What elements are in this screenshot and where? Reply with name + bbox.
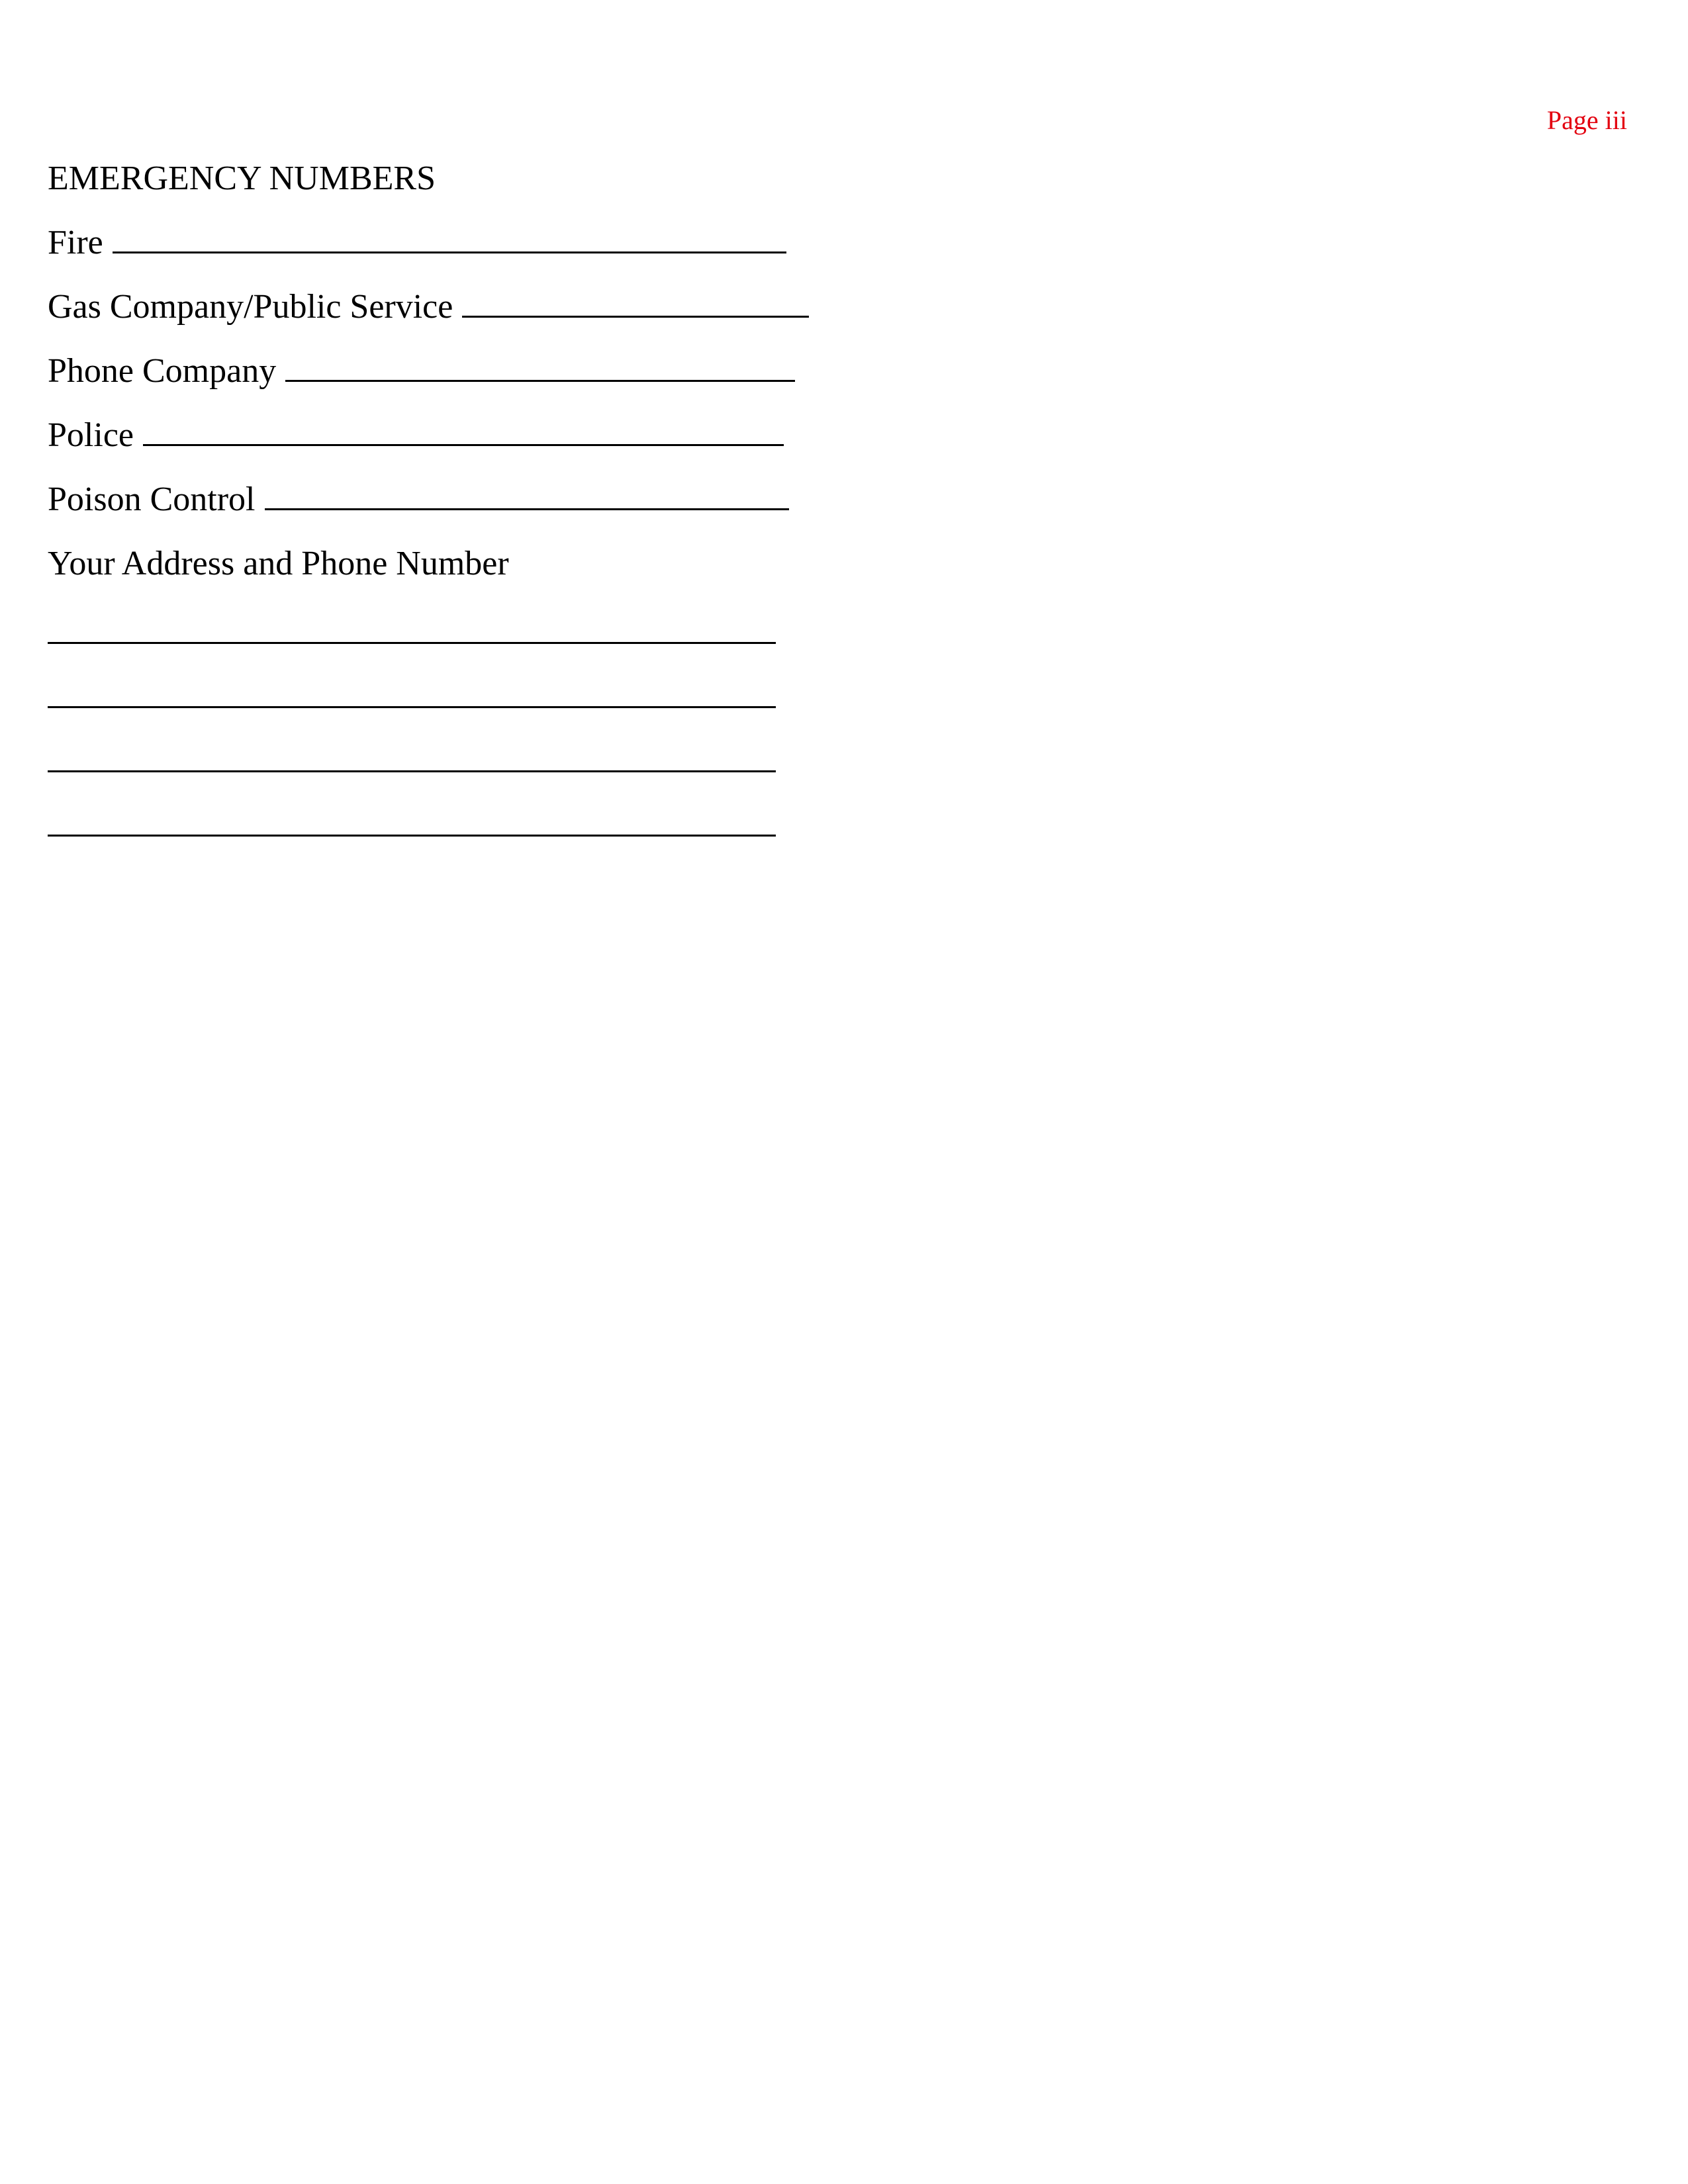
field-police-blank[interactable] [143, 444, 784, 446]
field-poison-control-blank[interactable] [265, 508, 789, 510]
field-poison-control [48, 480, 908, 520]
field-police-label: Police [48, 416, 134, 454]
address-line-3[interactable] [48, 737, 908, 776]
address-line-rule [48, 835, 776, 837]
field-phone-company-blank[interactable] [285, 380, 795, 382]
field-gas-company-blank[interactable] [462, 316, 809, 318]
section-title: EMERGENCY NUMBERS [48, 159, 436, 197]
address-line-2[interactable] [48, 672, 908, 712]
address-line-1[interactable] [48, 608, 908, 648]
field-police [48, 416, 908, 455]
emergency-numbers-form [48, 159, 908, 865]
field-gas-company [48, 287, 908, 327]
field-fire-label: Fire [48, 224, 103, 261]
address-line-4[interactable] [48, 801, 908, 841]
field-phone-company-label: Phone Company [48, 352, 277, 390]
address-line-rule [48, 706, 776, 708]
address-line-rule [48, 642, 776, 644]
field-fire [48, 223, 908, 263]
address-line-rule [48, 770, 776, 772]
page-number: Page iii [1546, 105, 1627, 135]
field-poison-control-label: Poison Control [48, 480, 256, 518]
field-gas-company-label: Gas Company/Public Service [48, 288, 453, 326]
address-label: Your Address and Phone Number [48, 545, 509, 582]
field-fire-blank[interactable] [113, 251, 786, 253]
field-phone-company [48, 351, 908, 391]
